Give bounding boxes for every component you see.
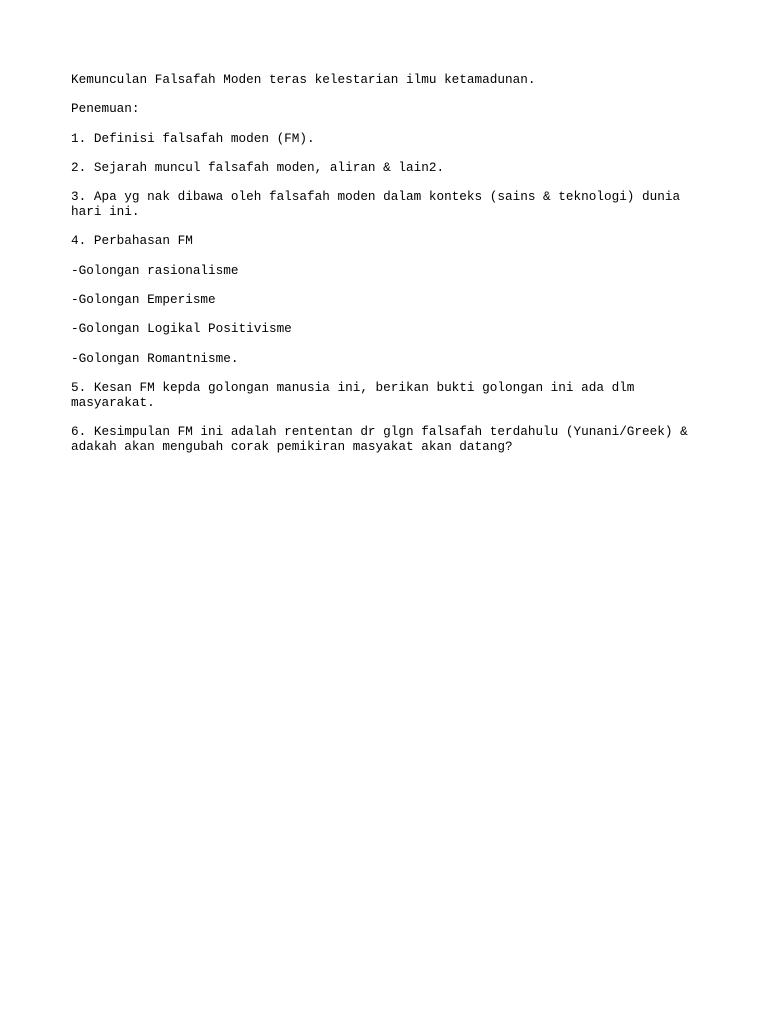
document-title: Kemunculan Falsafah Moden teras kelestarian ilmu ketamadunan. [71,72,536,87]
list-item-4: 4. Perbahasan FM [71,233,193,249]
document-page [71,72,701,469]
section-heading-penemuan: Penemuan: [71,101,140,117]
list-item-3: 3. Apa yg nak dibawa oleh falsafah moden dalam konteks (sains & teknologi) dunia hari ini. [71,189,681,220]
sub-item-rasionalisme: -Golongan rasionalisme [71,262,239,278]
list-item-5: 5. Kesan FM kepda golongan manusia ini, berikan bukti golongan ini ada dlm masyarakat. [71,379,635,410]
sub-item-logikal-positivisme: -Golongan Logikal Positivisme [71,321,292,337]
list-item-6: 6. Kesimpulan FM ini adalah rententan dr glgn falsafah terdahulu (Yunani/Greek) & adakah akan mengubah corak pemikiran masyakat akan datang? [71,424,688,455]
sub-item-romantnisme: -Golongan Romantnisme. [71,350,239,366]
list-item-2: 2. Sejarah muncul falsafah moden, aliran & lain2. [71,159,445,175]
sub-item-emperisme: -Golongan Emperisme [71,292,216,308]
list-item-1: 1. Definisi falsafah moden (FM). [71,130,315,146]
